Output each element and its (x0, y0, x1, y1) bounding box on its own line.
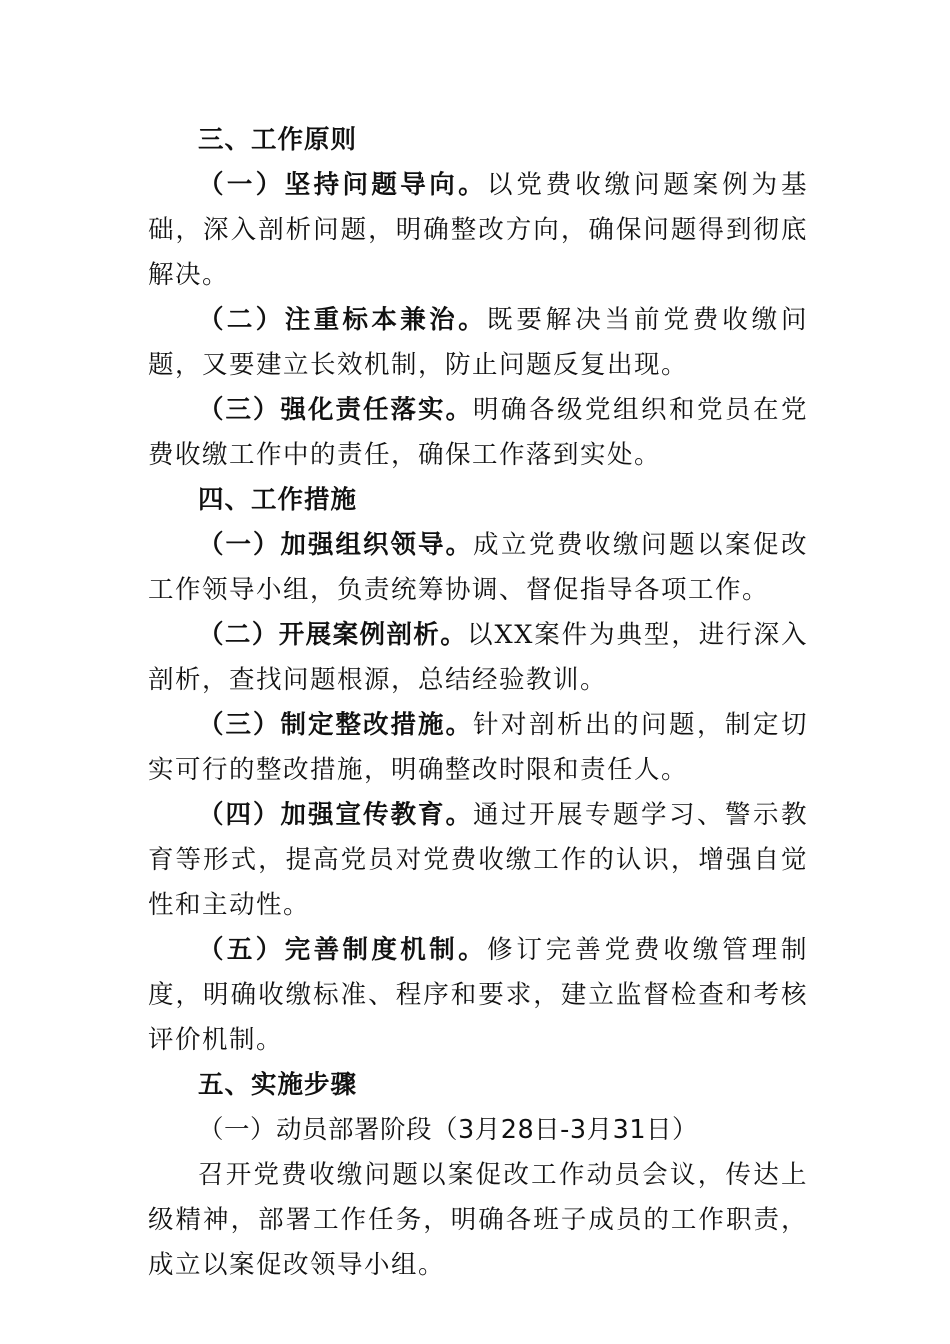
measure-item-3 (148, 703, 808, 793)
measure-item-5-text: 修订完善党费收缴管理制度，明确收缴标准、程序和要求，建立监督检查和考核评价机制。 (148, 935, 808, 1055)
section-heading-measures: 四、工作措施 (198, 485, 358, 515)
measure-item-3-lead: （三）制定整改措施。 (198, 710, 473, 740)
section-heading-steps: 五、实施步骤 (198, 1070, 358, 1100)
step-paragraph-1: 召开党费收缴问题以案促改工作动员会议，传达上级精神，部署工作任务，明确各班子成员的工作职责，成立以案促改领导小组。 (148, 1160, 808, 1280)
principle-item-2-lead: （二）注重标本兼治。 (198, 305, 487, 335)
section-heading-principles: 三、工作原则 (198, 125, 358, 155)
measure-item-2-text: 以XX案件为典型，进行深入剖析，查找问题根源，总结经验教训。 (148, 620, 808, 695)
principle-item-1 (148, 163, 808, 298)
measure-item-3-text: 针对剖析出的问题，制定切实可行的整改措施，明确整改时限和责任人。 (148, 710, 808, 785)
principle-item-1-lead: （一）坚持问题导向。 (198, 170, 487, 200)
principle-item-2-text: 既要解决当前党费收缴问题，又要建立长效机制，防止问题反复出现。 (148, 305, 808, 380)
principle-item-3-text: 明确各级党组织和党员在党费收缴工作中的责任，确保工作落到实处。 (148, 395, 808, 470)
measure-item-2-lead: （二）开展案例剖析。 (198, 620, 468, 650)
measure-item-2 (148, 613, 808, 703)
measure-item-1-text: 成立党费收缴问题以案促改工作领导小组，负责统筹协调、督促指导各项工作。 (148, 530, 808, 605)
principle-item-2 (148, 298, 808, 388)
document-body (148, 118, 808, 1288)
measure-item-4 (148, 793, 808, 928)
measure-item-4-text: 通过开展专题学习、警示教育等形式，提高党员对党费收缴工作的认识，增强自觉性和主动性。 (148, 800, 808, 920)
measure-item-5 (148, 928, 808, 1063)
measure-item-1-lead: （一）加强组织领导。 (198, 530, 473, 560)
principle-item-3 (148, 388, 808, 478)
measure-item-4-lead: （四）加强宣传教育。 (198, 800, 473, 830)
measure-item-5-lead: （五）完善制度机制。 (198, 935, 487, 965)
principle-item-3-lead: （三）强化责任落实。 (198, 395, 473, 425)
step-subheading-1: （一）动员部署阶段（3月28日-3月31日） (198, 1115, 699, 1145)
principle-item-1-text: 以党费收缴问题案例为基础，深入剖析问题，明确整改方向，确保问题得到彻底解决。 (148, 170, 808, 290)
measure-item-1 (148, 523, 808, 613)
